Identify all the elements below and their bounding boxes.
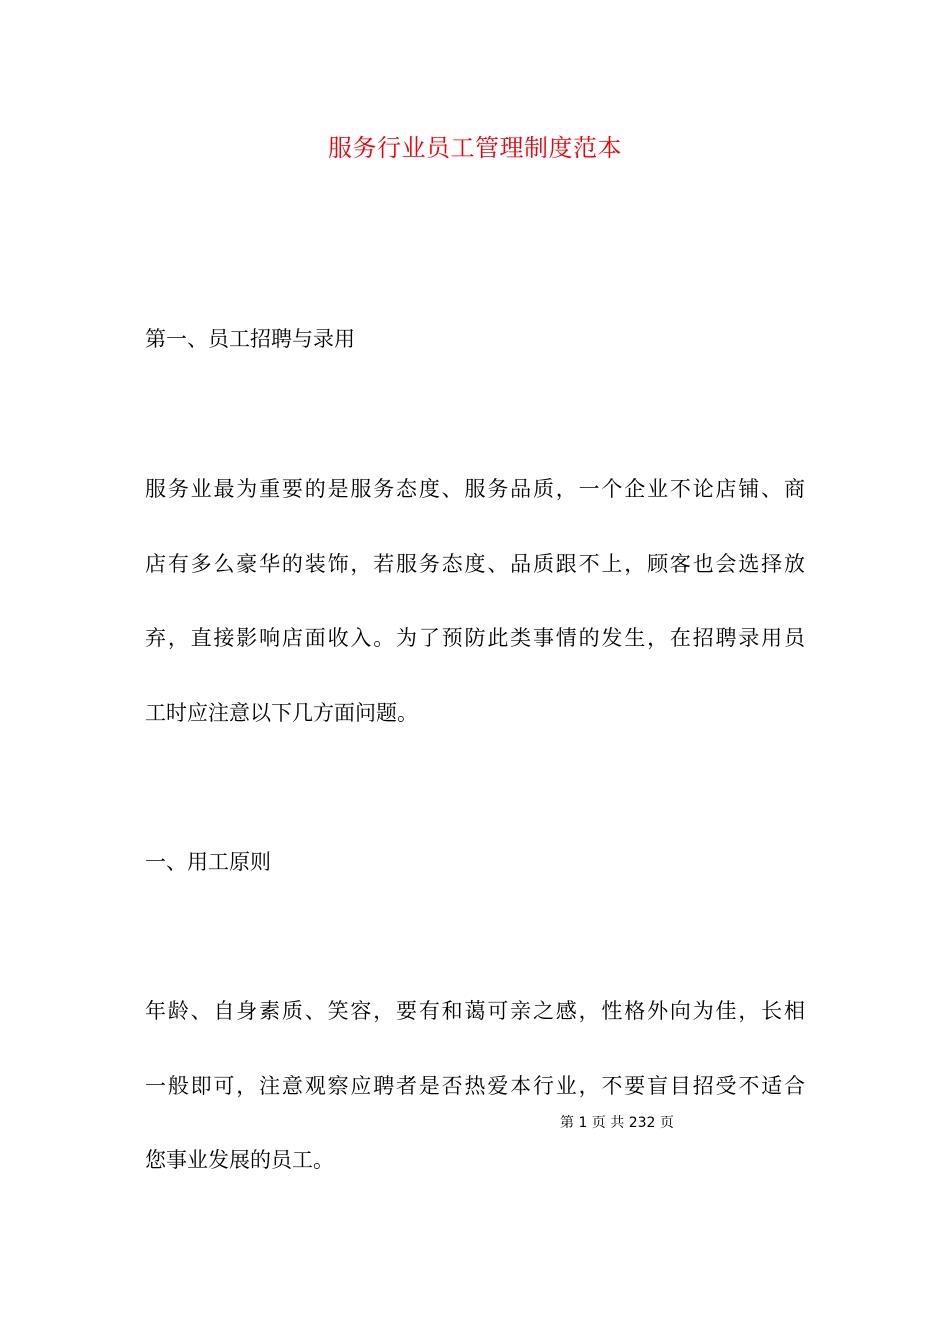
- paragraph-line: 一般即可，注意观察应聘者是否热爱本行业，不要盲目招受不适合: [145, 1074, 805, 1098]
- section-heading-employment-principles: 一、用工原则: [145, 850, 271, 874]
- page-number-footer: 第 1 页 共 232 页: [560, 1115, 674, 1131]
- paragraph-line: 工时应注意以下几方面问题。: [145, 701, 418, 725]
- document-title: 服务行业员工管理制度范本: [328, 134, 622, 162]
- paragraph-line: 您事业发展的员工。: [145, 1148, 334, 1172]
- paragraph-line: 服务业最为重要的是服务态度、服务品质，一个企业不论店铺、商: [145, 477, 805, 501]
- paragraph-line: 弃，直接影响店面收入。为了预防此类事情的发生，在招聘录用员: [145, 626, 805, 650]
- paragraph-line: 年龄、自身素质、笑容，要有和蔼可亲之感，性格外向为佳，长相: [145, 999, 805, 1023]
- section-heading-recruitment: 第一、员工招聘与录用: [145, 327, 355, 351]
- paragraph-line: 店有多么豪华的装饰，若服务态度、品质跟不上，顾客也会选择放: [145, 552, 805, 576]
